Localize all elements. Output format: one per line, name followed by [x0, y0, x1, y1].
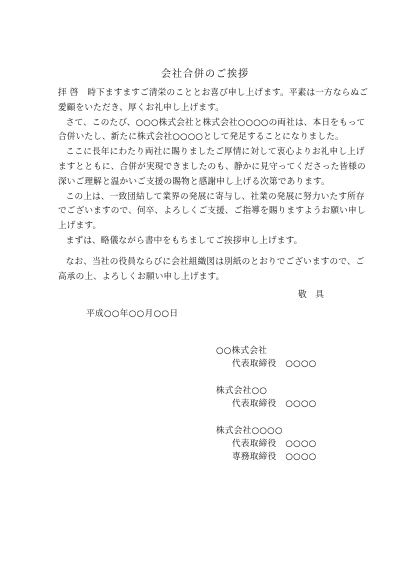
- signatory-company: 株式会社○○○○: [216, 426, 283, 436]
- letter-date: 平成○○年○○月○○日: [86, 309, 179, 319]
- additional-note: [58, 255, 372, 285]
- greeting-paragraph: 拝 啓 時下ますますご清栄のこととお喜び申し上げます。平素は一方ならぬご愛顧をいただき、厚くお礼申し上げます。: [58, 88, 369, 113]
- signatory-company: 株式会社○○: [216, 386, 268, 396]
- signatories: [216, 345, 317, 478]
- document-title: 会社合併のご挨拶: [161, 69, 249, 80]
- signatory-2: [216, 385, 317, 411]
- signatory-1: [216, 345, 317, 371]
- keigu-closing: 敬 具: [298, 290, 327, 300]
- letter-body: [58, 86, 372, 249]
- signatory-representative: 代表取締役 ○○○○: [232, 439, 317, 449]
- signatory-company: ○○株式会社: [216, 346, 268, 356]
- merger-announcement-paragraph: さて、このたび、○○○株式会社と株式会社○○○○の両社は、本日をもって合併いたし、新たに株式会社○○○○として発足することになりました。: [58, 117, 366, 143]
- gratitude-paragraph: ここに長年にわたり両社に賜りましたご厚情に対して衷心よりお礼申し上げますとともに、合併が実現できましたのも、静かに見守ってくださった皆様の深いご理解と温かいご支援の賜物と感謝申し上げる次第であります。: [58, 147, 366, 187]
- organization-note: なお、当社の役員ならびに会社組織図は別紙のとおりでございますので、ご高承の上、よろしくお願い申し上げます。: [58, 257, 365, 282]
- closing-remark-paragraph: まずは、略儀ながら書中をもちましてご挨拶申し上げます。: [65, 235, 303, 246]
- signatory-representative: 専務取締役 ○○○○: [232, 452, 317, 462]
- commitment-paragraph: この上は、一致団結して業界の発展に寄与し、社業の発展に努力いたす所存でございますので、何卒、よろしくご支援、ご指導を賜りますようお願い申し上げます。: [58, 191, 366, 232]
- signatory-3: [216, 425, 317, 464]
- signatory-representative: 代表取締役 ○○○○: [232, 399, 317, 409]
- signatory-representative: 代表取締役 ○○○○: [232, 359, 317, 369]
